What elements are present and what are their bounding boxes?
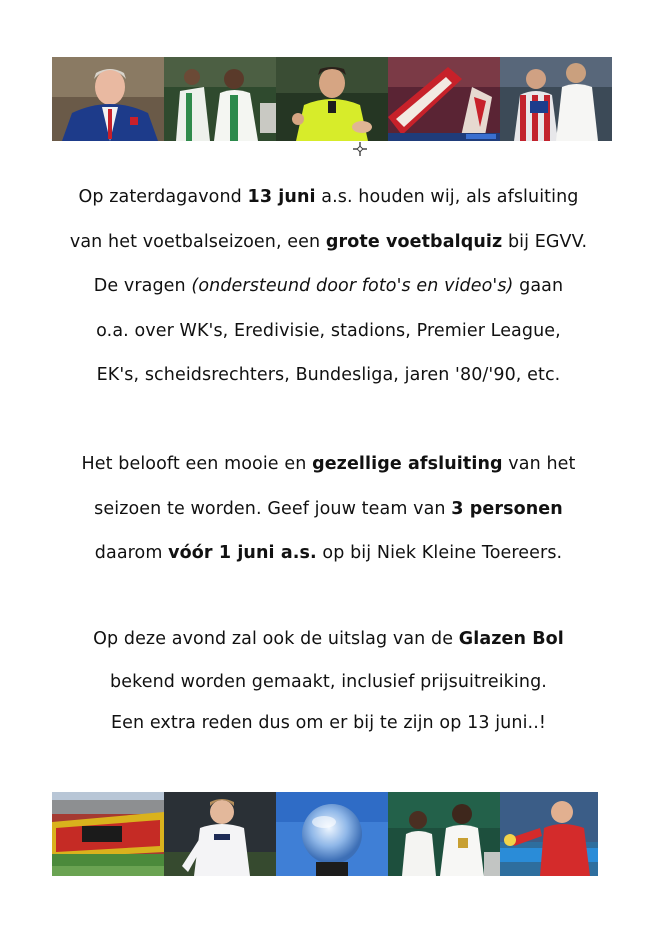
deadline-highlight: vóór 1 juni a.s. (168, 543, 317, 563)
stadium-crowd-photo (388, 57, 500, 141)
text-line: EK's, scheidsrechters, Bundesliga, jaren '80/'90, etc. (96, 365, 561, 385)
team-size-highlight: 3 personen (451, 498, 563, 519)
goalkeeper-photo (500, 792, 604, 876)
text-span: van het voetbalseizoen, een (69, 231, 326, 252)
text-span: Op deze avond zal ook de uitslag van de (93, 629, 459, 649)
text-line (0, 487, 657, 532)
text-span: bij EGVV. (502, 231, 588, 252)
text-span: De vragen (93, 276, 192, 296)
referee-photo (276, 57, 388, 141)
text-line: o.a. over WK's, Eredivisie, stadions, Premier League, (96, 320, 561, 341)
tottenham-player-photo (164, 792, 276, 876)
text-line (0, 220, 657, 265)
text-span: daarom (94, 543, 169, 563)
text-span: Op zaterdagavond (78, 187, 248, 207)
text-span: van het (502, 454, 576, 474)
date-highlight: 13 juni (247, 187, 316, 207)
text-line: Een extra reden dus om er bij te zijn op 13 juni..! (111, 712, 546, 733)
text-span: gaan (513, 276, 564, 296)
text-line (0, 175, 657, 220)
text-span: op bij Niek Kleine Toereers. (316, 543, 563, 563)
text-line: bekend worden gemaakt, inclusief prijsuitreiking. (110, 671, 547, 692)
paragraph-quiz-intro (0, 175, 657, 398)
ghana-players-photo (388, 792, 500, 876)
text-line (0, 264, 657, 309)
text-span: a.s. houden wij, als afsluiting (315, 187, 579, 207)
quiz-highlight: grote voetbalquiz (325, 231, 503, 252)
glazen-bol-highlight: Glazen Bol (458, 629, 564, 649)
text-span: seizoen te worden. Geef jouw team van (94, 498, 452, 519)
bottom-photo-strip (52, 792, 613, 876)
paragraph-glazen-bol (0, 617, 657, 744)
atletico-real-photo (500, 57, 612, 141)
italic-note: (ondersteund door foto's en video's) (191, 276, 514, 296)
text-span: Het belooft een mooie en (81, 454, 313, 474)
paragraph-team-signup (0, 442, 657, 576)
crystal-ball-photo (276, 792, 388, 876)
text-line (0, 617, 657, 662)
text-line (0, 442, 657, 487)
move-cursor-icon (353, 141, 367, 155)
arsenal-manager-photo (52, 57, 164, 141)
top-photo-strip (52, 57, 613, 141)
stadium-fans-photo (52, 792, 164, 876)
highlight: gezellige afsluiting (312, 454, 503, 474)
text-line (0, 531, 657, 576)
groningen-players-photo (164, 57, 276, 141)
